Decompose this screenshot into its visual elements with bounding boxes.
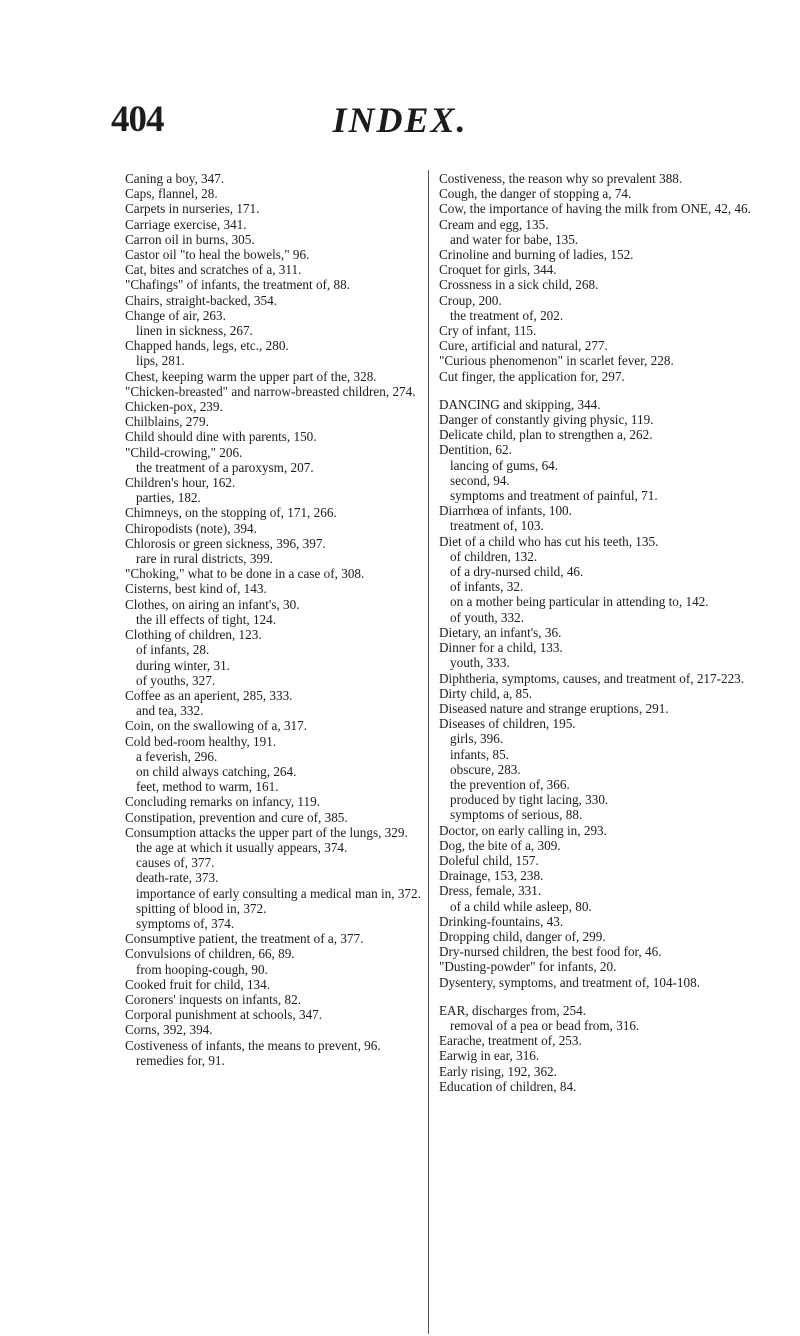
index-entry: Doleful child, 157. bbox=[439, 852, 539, 868]
index-subentry: treatment of, 103. bbox=[450, 518, 544, 534]
index-entry: Children's hour, 162. bbox=[125, 475, 236, 491]
index-subentry: of infants, 28. bbox=[136, 642, 210, 658]
index-subentry: death-rate, 373. bbox=[136, 870, 219, 886]
index-entry: "Chafings" of infants, the treatment of, 88. bbox=[125, 277, 351, 293]
index-subentry: symptoms of, 374. bbox=[136, 915, 235, 931]
index-entry: Consumptive patient, the treatment of a, 377. bbox=[125, 931, 364, 947]
index-subentry: produced by tight lacing, 330. bbox=[450, 792, 609, 808]
index-subentry: rare in rural districts, 399. bbox=[136, 551, 273, 567]
index-entry: Drainage, 153, 238. bbox=[439, 868, 544, 884]
index-entry: Cisterns, best kind of, 143. bbox=[125, 581, 267, 597]
index-subentry: on child always catching, 264. bbox=[136, 763, 297, 779]
index-entry: Costiveness of infants, the means to prevent, 96. bbox=[125, 1037, 381, 1053]
index-entry: Chlorosis or green sickness, 396, 397. bbox=[125, 535, 326, 551]
index-subentry: lancing of gums, 64. bbox=[450, 457, 559, 473]
index-entry: Clothes, on airing an infant's, 30. bbox=[125, 596, 300, 612]
index-entry: Cooked fruit for child, 134. bbox=[125, 976, 271, 992]
index-subentry: and water for babe, 135. bbox=[450, 231, 579, 247]
index-entry: Danger of constantly giving physic, 119. bbox=[439, 412, 654, 428]
index-entry: Costiveness, the reason why so prevalent 388. bbox=[439, 171, 683, 186]
index-entry: Chicken-pox, 239. bbox=[125, 399, 223, 415]
index-entry: Earwig in ear, 316. bbox=[439, 1048, 540, 1064]
index-entry: "Child-crowing," 206. bbox=[125, 444, 243, 460]
index-entry: Earache, treatment of, 253. bbox=[439, 1033, 582, 1049]
index-subentry: importance of early consulting a medical man in, 372. bbox=[136, 885, 421, 901]
index-entry: Convulsions of children, 66, 89. bbox=[125, 946, 295, 962]
index-subentry: of youth, 332. bbox=[450, 609, 524, 625]
index-entry: "Choking," what to be done in a case of, 308. bbox=[125, 566, 365, 582]
index-subentry: a feverish, 296. bbox=[136, 748, 218, 764]
index-subentry: feet, method to warm, 161. bbox=[136, 779, 279, 795]
index-entry: Doctor, on early calling in, 293. bbox=[439, 822, 607, 838]
index-subentry: youth, 333. bbox=[450, 655, 510, 671]
index-subentry: causes of, 377. bbox=[136, 855, 215, 871]
index-entry: Cow, the importance of having the milk from ONE, 42, 46. bbox=[439, 201, 751, 217]
index-entry: Dietary, an infant's, 36. bbox=[439, 624, 562, 640]
index-entry: Croquet for girls, 344. bbox=[439, 262, 557, 278]
index-entry: Dog, the bite of a, 309. bbox=[439, 837, 561, 853]
index-entry: Carron oil in burns, 305. bbox=[125, 231, 255, 247]
index-entry: Diphtheria, symptoms, causes, and treatment of, 217-223. bbox=[439, 670, 745, 686]
index-entry: Crinoline and burning of ladies, 152. bbox=[439, 247, 634, 263]
index-subentry: the ill effects of tight, 124. bbox=[136, 611, 277, 627]
index-entry: Chairs, straight-backed, 354. bbox=[125, 292, 277, 308]
index-entry: Chimneys, on the stopping of, 171, 266. bbox=[125, 505, 337, 521]
index-entry: "Curious phenomenon" in scarlet fever, 228. bbox=[439, 353, 674, 369]
index-entry: Caning a boy, 347. bbox=[125, 171, 225, 186]
index-subentry: and tea, 332. bbox=[136, 703, 204, 719]
index-entry: Cold bed-room healthy, 191. bbox=[125, 733, 277, 749]
index-subentry: remedies for, 91. bbox=[136, 1052, 225, 1068]
index-entry: Clothing of children, 123. bbox=[125, 627, 262, 643]
index-entry: Castor oil "to heal the bowels," 96. bbox=[125, 247, 310, 263]
index-entry: Diseases of children, 195. bbox=[439, 716, 576, 732]
index-entry: Diarrhœa of infants, 100. bbox=[439, 503, 572, 519]
index-entry: Dysentery, symptoms, and treatment of, 104-108. bbox=[439, 974, 701, 990]
index-subentry: spitting of blood in, 372. bbox=[136, 900, 267, 916]
index-entry: Crossness in a sick child, 268. bbox=[439, 277, 599, 293]
index-entry: Delicate child, plan to strengthen a, 262. bbox=[439, 427, 653, 443]
index-entry: Dinner for a child, 133. bbox=[439, 640, 563, 656]
index-entry: Dropping child, danger of, 299. bbox=[439, 928, 606, 944]
index-subentry: of a dry-nursed child, 46. bbox=[450, 564, 584, 580]
index-entry: Cure, artificial and natural, 277. bbox=[439, 338, 608, 354]
index-entry: Coin, on the swallowing of a, 317. bbox=[125, 718, 308, 734]
index-subentry: of infants, 32. bbox=[450, 579, 524, 595]
index-subentry: the treatment of, 202. bbox=[450, 307, 564, 323]
index-entry: Corns, 392, 394. bbox=[125, 1022, 213, 1038]
index-entry: Dry-nursed children, the best food for, 46. bbox=[439, 944, 662, 960]
index-entry: Carriage exercise, 341. bbox=[125, 216, 247, 232]
index-entry: Croup, 200. bbox=[439, 292, 502, 308]
index-subentry: girls, 396. bbox=[450, 731, 504, 747]
index-subentry: infants, 85. bbox=[450, 746, 509, 762]
index-entry: Cream and egg, 135. bbox=[439, 216, 549, 232]
index-entry: Constipation, prevention and cure of, 385. bbox=[125, 809, 348, 825]
index-entry: Concluding remarks on infancy, 119. bbox=[125, 794, 320, 810]
index-subentry: second, 94. bbox=[450, 472, 510, 488]
index-entry: Corporal punishment at schools, 347. bbox=[125, 1007, 323, 1023]
index-subentry: of children, 132. bbox=[450, 548, 538, 564]
index-entry: Coroners' inquests on infants, 82. bbox=[125, 991, 301, 1007]
index-entry: Chapped hands, legs, etc., 280. bbox=[125, 338, 289, 354]
index-subentry: of youths, 327. bbox=[136, 672, 216, 688]
index-subentry: symptoms of serious, 88. bbox=[450, 807, 583, 823]
index-entry: Dentition, 62. bbox=[439, 442, 512, 458]
index-subentry: symptoms and treatment of painful, 71. bbox=[450, 488, 658, 504]
index-entry: Coffee as an aperient, 285, 333. bbox=[125, 687, 293, 703]
index-subentry: linen in sickness, 267. bbox=[136, 323, 253, 339]
column-divider bbox=[428, 170, 429, 1334]
index-entry: Early rising, 192, 362. bbox=[439, 1063, 557, 1079]
index-subentry: the age at which it usually appears, 374. bbox=[136, 839, 348, 855]
index-entry: DANCING and skipping, 344. bbox=[439, 396, 601, 412]
index-entry: Education of children, 84. bbox=[439, 1078, 577, 1094]
index-subentry: of a child while asleep, 80. bbox=[450, 898, 592, 914]
index-entry: Diseased nature and strange eruptions, 291. bbox=[439, 700, 669, 716]
index-entry: "Chicken-breasted" and narrow-breasted children, 274. bbox=[125, 383, 416, 399]
index-subentry: lips, 281. bbox=[136, 353, 185, 369]
index-entry: Chilblains, 279. bbox=[125, 414, 209, 430]
page-title: INDEX. bbox=[332, 100, 468, 140]
index-entry: Cry of infant, 115. bbox=[439, 323, 537, 339]
index-entry: Carpets in nurseries, 171. bbox=[125, 201, 260, 217]
index-entry: EAR, discharges from, 254. bbox=[439, 1002, 586, 1018]
page-number: 404 bbox=[111, 99, 164, 140]
index-subentry: on a mother being particular in attending to, 142. bbox=[450, 594, 709, 610]
index-entry: Cut finger, the application for, 297. bbox=[439, 368, 625, 384]
index-entry: Chiropodists (note), 394. bbox=[125, 520, 257, 536]
index-entry: Change of air, 263. bbox=[125, 307, 226, 323]
index-subentry: parties, 182. bbox=[136, 490, 201, 506]
index-entry: Consumption attacks the upper part of the lungs, 329. bbox=[125, 824, 408, 840]
index-entry: Chest, keeping warm the upper part of the, 328. bbox=[125, 368, 377, 384]
index-entry: Cough, the danger of stopping a, 74. bbox=[439, 186, 632, 202]
index-column-right bbox=[439, 171, 751, 1094]
index-entry: Dirty child, a, 85. bbox=[439, 685, 533, 701]
index-entry: Cat, bites and scratches of a, 311. bbox=[125, 262, 302, 278]
index-entry: "Dusting-powder" for infants, 20. bbox=[439, 959, 617, 975]
index-subentry: during winter, 31. bbox=[136, 657, 230, 673]
index-entry: Diet of a child who has cut his teeth, 135. bbox=[439, 533, 659, 549]
index-entry: Drinking-fountains, 43. bbox=[439, 913, 564, 929]
page-header bbox=[0, 98, 800, 148]
index-subentry: removal of a pea or bead from, 316. bbox=[450, 1017, 640, 1033]
index-subentry: from hooping-cough, 90. bbox=[136, 961, 268, 977]
index-entry: Dress, female, 331. bbox=[439, 883, 542, 899]
index-column-left bbox=[125, 171, 437, 1068]
index-entry: Child should dine with parents, 150. bbox=[125, 429, 317, 445]
index-subentry: the prevention of, 366. bbox=[450, 776, 570, 792]
index-subentry: obscure, 283. bbox=[450, 761, 521, 777]
index-entry: Caps, flannel, 28. bbox=[125, 186, 218, 202]
index-subentry: the treatment of a paroxysm, 207. bbox=[136, 459, 314, 475]
